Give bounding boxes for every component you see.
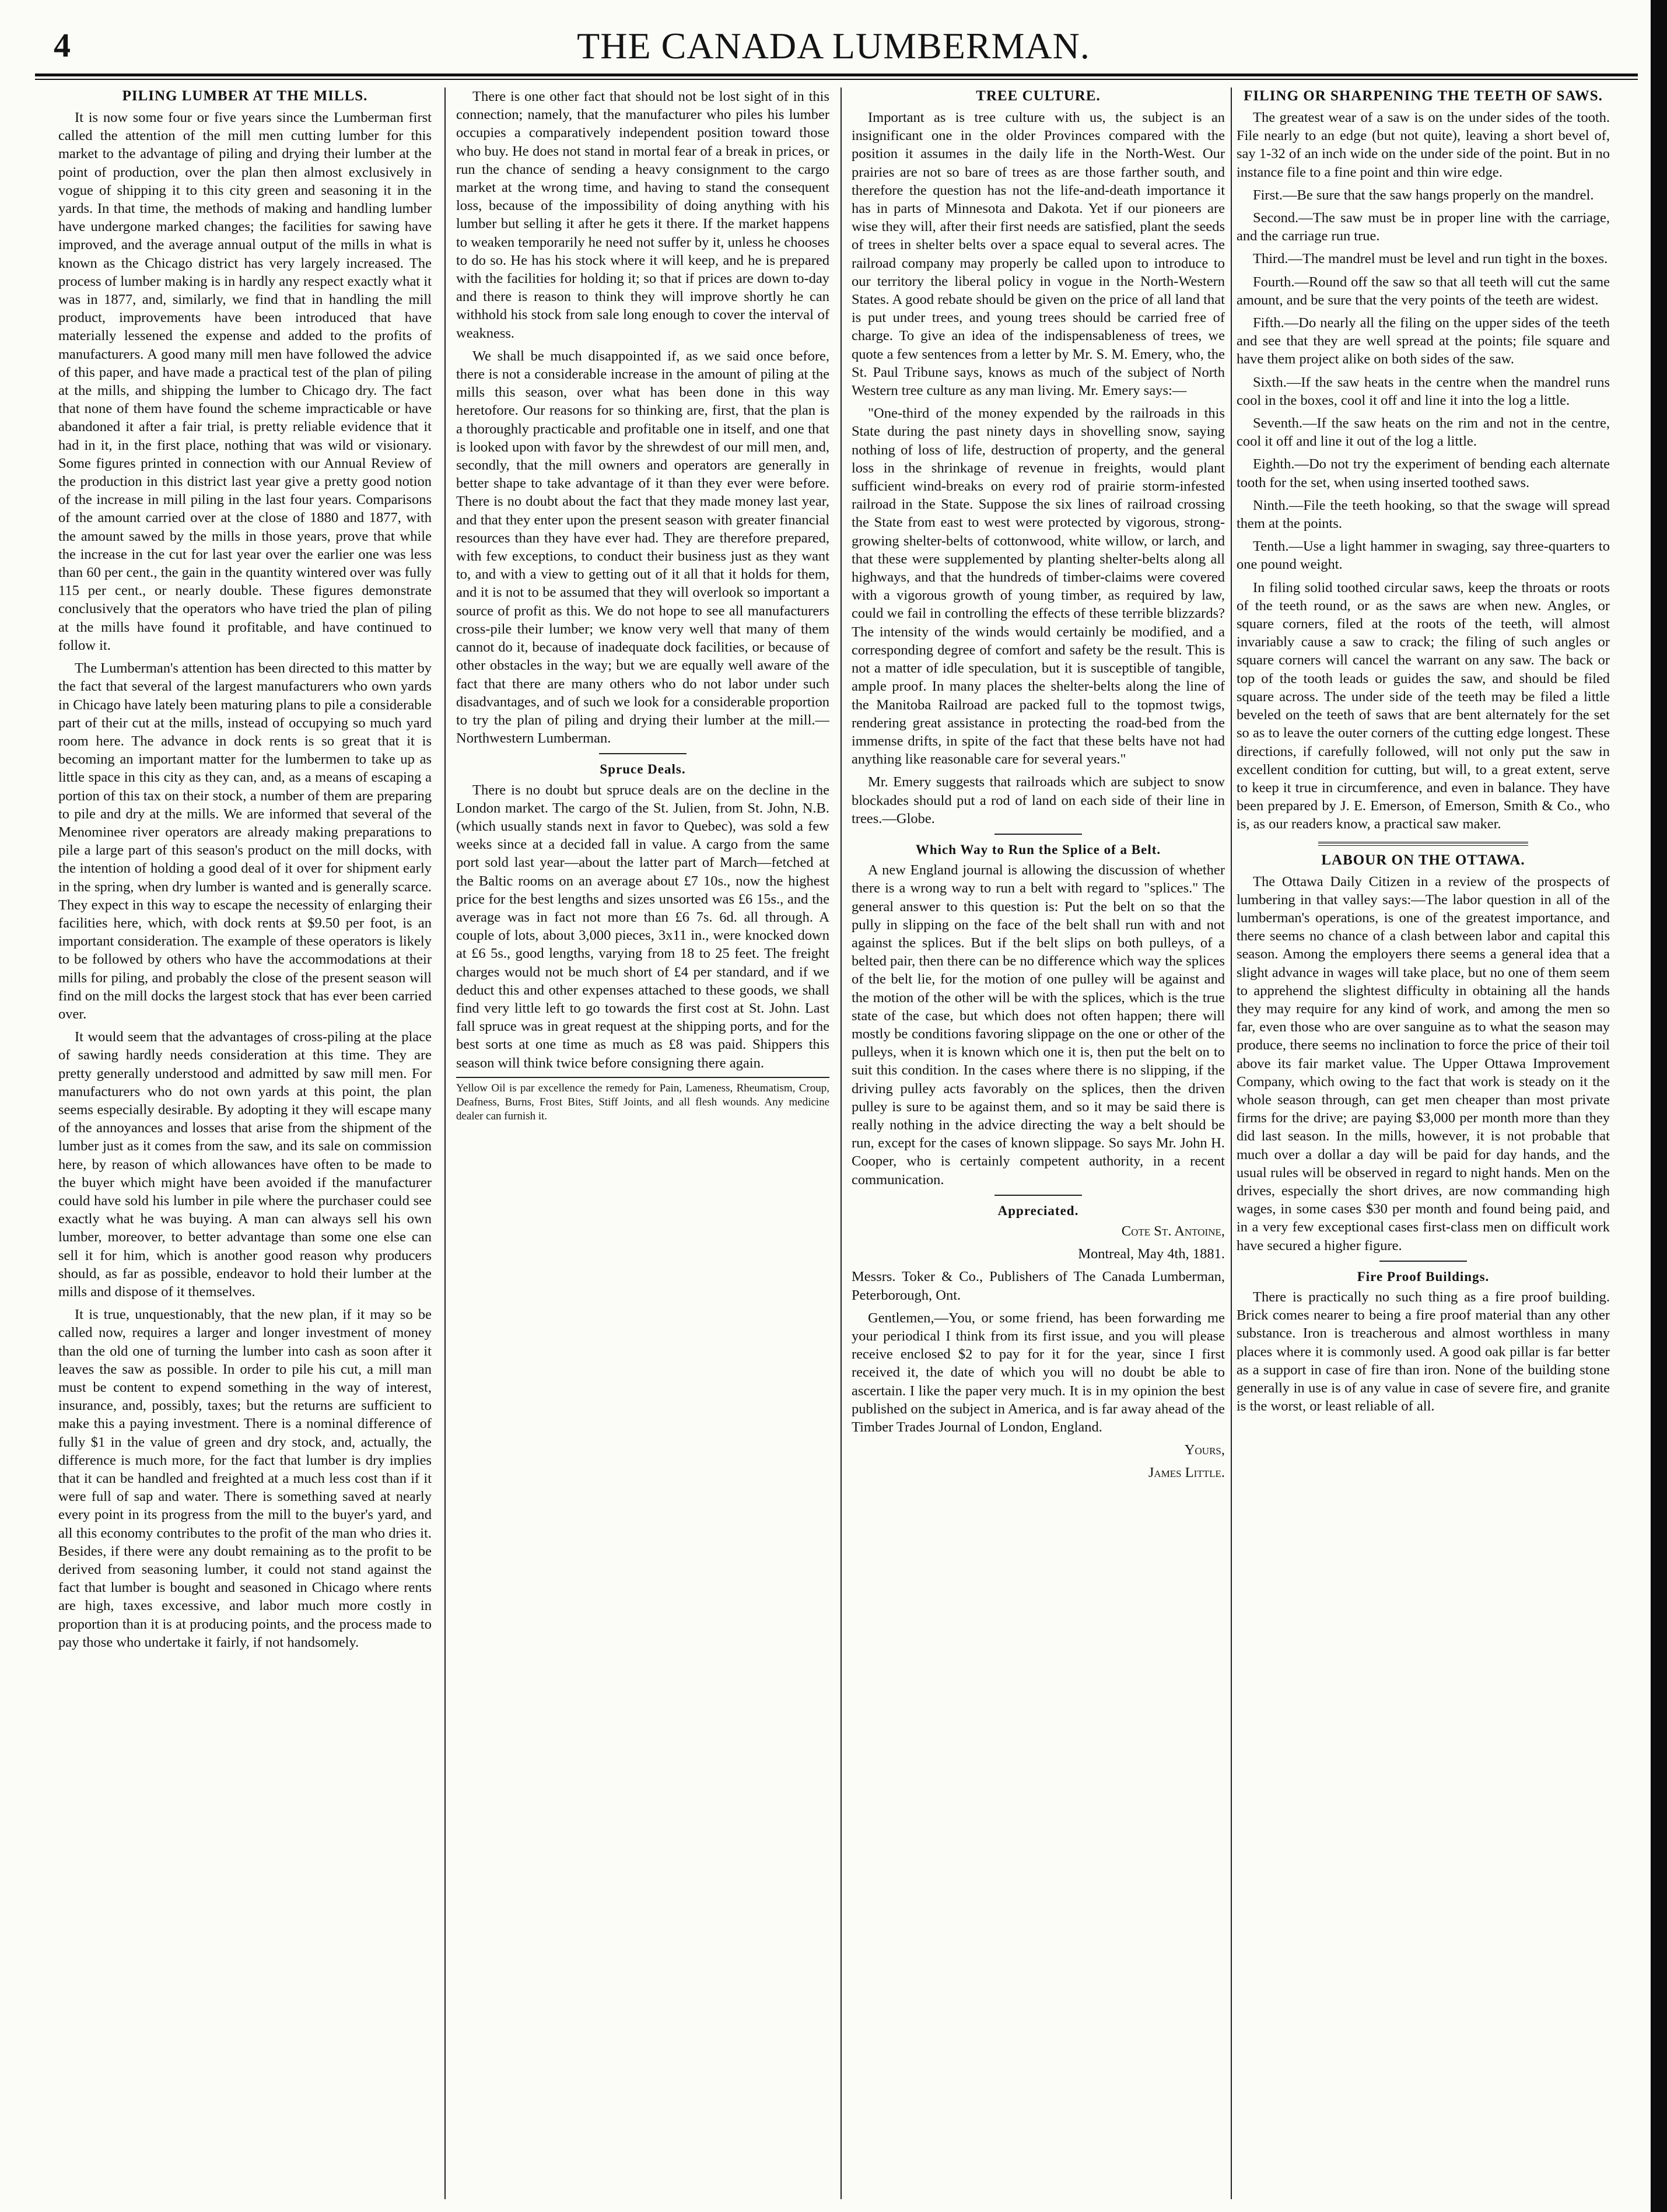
paragraph: Gentlemen,—You, or some friend, has been forwarding me your periodical I think from its first issue, and you will please receive enclosed $2 to pay for it for the year, since I first received it, the date of which you will no doubt be able to ascertain. I like the paper very much. It is in my opinion the best published on the subject in America, and is far away ahead of the Timber Trades Journal of London, England. [852, 1310, 1225, 1436]
article-separator [1379, 1261, 1467, 1262]
newspaper-title: THE CANADA LUMBERMAN. [577, 25, 1090, 66]
rule-ninth: Ninth.—File the teeth hooking, so that the swage will spread them at the points. [1237, 497, 1610, 532]
rule-fourth: Fourth.—Round off the saw so that all teeth will cut the same amount, and be sure that the very points of the teeth are widest. [1237, 274, 1610, 308]
header-rule [35, 74, 1638, 76]
article-title-spruce: Spruce Deals. [600, 762, 686, 777]
column-divider [444, 88, 446, 2199]
column-divider [840, 88, 842, 2199]
scan-edge [1651, 0, 1667, 2212]
paragraph: Mr. Emery suggests that railroads which are subject to snow blockades should put a rod of land on each side of their line in trees.—Globe. [852, 774, 1225, 827]
article-title-saws: FILING OR SHARPENING THE TEETH OF SAWS. [1244, 88, 1603, 104]
article-title-tree: TREE CULTURE. [976, 88, 1101, 104]
article-title-labour: LABOUR ON THE OTTAWA. [1321, 852, 1525, 868]
rule-third: Third.—The mandrel must be level and run tight in the boxes. [1253, 251, 1608, 267]
paragraph: A new England journal is allowing the discussion of whether there is a wrong way to run a belt with regard to "splices." The general answer to this question is: Put the belt on so that the pully in slipping on the face of the belt shall run with and not against the splices. But if the belt slips on both pulleys, of a belted pair, then there can be no difference which way the splices of the belt lie, for the motion of one pulley will be against and the motion of the other will be with the splices, which is the true state of the case, but which does not often happen; there will mostly be conditions favoring slippage on the one or other of the pulleys, when it is known which one it is, then put the belt on to suit this condition. In the cases where there is no slipping, if the driving pulley acts favorably on the splices, then the driven pulley is sure to be against them, and so it may be said there is really nothing in the advice directing the way a belt should be run, except for the cases of known slippage. So says Mr. John H. Cooper, who is certainly competent authority, in a recent communication. [852, 862, 1225, 1188]
paragraph: The greatest wear of a saw is on the under sides of the tooth. File nearly to an edge (but not quite), leaving a short bevel of, say 1-32 of an inch wide on the under side of the point. But in no instance file to a fine point and thin wire edge. [1237, 110, 1610, 180]
letter-date: Montreal, May 4th, 1881. [1078, 1246, 1225, 1262]
letter-place: Cote St. Antoine, [1121, 1223, 1225, 1239]
column-divider [1231, 88, 1232, 2199]
column-1 [58, 88, 432, 2199]
advertisement: Yellow Oil is par excellence the remedy for Pain, Lameness, Rheumatism, Croup, Deafness, Burns, Frost Bites, Stiff Joints, and all flesh wounds. Any medicine dealer can furnish it. [456, 1077, 829, 1124]
paragraph: We shall be much disappointed if, as we said once before, there is not a considerable increase in the amount of piling at the mills this season, over what has been done in this way heretofore. Our reasons for so thinking are, first, that the plan is a thoroughly practicable and profitable one in itself, and one that is looked upon with favor by the shrewdest of our mill men, and, secondly, that the mill owners and operators are generally in better shape to take advantage of it than they ever were before. There is no doubt about the fact that they made money last year, and that they enter upon the present season with greater financial resources than they have ever had. They are therefore prepared, with few exceptions, to conduct their business just as they want to, and with a view to getting out of it all that it holds for them, and it is not to be assumed that they will overlook so important a source of profit as this. We do not hope to see all manufacturers cross-pile their lumber; we know very well that many of them cannot do it, because of inadequate dock facilities, or because of other obstacles in the way; but we are equally well aware of the fact that there are many others who do not labor under such disadvantages, and of such we look for a considerable proportion to try the plan of piling and drying their lumber at the mill.—Northwestern Lumberman. [456, 348, 829, 747]
paragraph: Important as is tree culture with us, the subject is an insignificant one in the older Provinces compared with the position it assumes in the daily life in the North-West. Our prairies are not so bare of trees as are those farther south, and therefore the question has not the life-and-death importance it has in parts of Minnesota and Dakota. Yet if our pioneers are wise they will, after their first needs are satisfied, plant the seeds of trees in shelter belts over a space equal to several acres. The railroad company may properly be called upon to introduce to our territory the liberal policy in vogue in the North-Western States. A good rebate should be given on the price of all land that is put under trees, and young trees should be carried free of charge. To give an idea of the indispensableness of trees, we quote a few sentences from a letter by Mr. S. M. Emery, who, the St. Paul Tribune says, knows as much of the subject of North Western tree culture as any man living. Mr. Emery says:— [852, 110, 1225, 399]
paragraph: It is true, unquestionably, that the new plan, if it may so be called now, requires a larger and longer investment of money than the old one of turning the lumber into cash as soon after it leaves the saw as possible. In order to pile his cut, a mill man must be content to expend something in the way of interest, insurance, and, possibly, taxes; but the returns are sufficient to make this a paying investment. There is a nominal difference of fully $1 in the value of green and dry stock, and, actually, the difference is much more, for the fact that lumber is dry implies that it can be handled and freighted at a much less cost than if it were full of sap and water. There is something saved at nearly every point in its progress from the mill to the buyer's yard, and all this economy contributes to the profit of the man who dries it. Besides, if there were any doubt remaining as to the profit to be derived from seasoning lumber, it could not stand against the fact that lumber is bought and seasoned in Chicago where rents are high, taxes excessive, and labor much more costly in proportion than it is at producing points, and the process made to pay those who undertake it fairly, if not handsomely. [58, 1307, 432, 1650]
article-separator [994, 834, 1082, 835]
article-title-fire: Fire Proof Buildings. [1357, 1269, 1490, 1284]
header-rule-thin [35, 79, 1638, 80]
rule-first: First.—Be sure that the saw hangs properly on the mandrel. [1253, 187, 1594, 203]
paragraph: There is practically no such thing as a fire proof building. Brick comes nearer to being a fire proof material than any other substance. Iron is treacherous and almost worthless in many places where it is commonly used. A good oak pillar is far better as a support in case of fire than iron. None of the building stone generally in use is of any value in case of severe fire, and granite is the worst, or least reliable of all. [1237, 1289, 1610, 1415]
paragraph: It is now some four or five years since the Lumberman first called the attention of the mill men cutting lumber for this market to the advantage of piling and drying their lumber at the point of production, over the plan then almost exclusively in vogue of shipping it to this city green and seasoning it in the yards. In that time, the methods of making and handling lumber have undergone marked changes; the facilities for sawing have improved, and the average annual output of the mills in what is known as the Chicago district has very largely increased. The process of lumber making is in hardly any respect exactly what it was in 1877, and, similarly, we find that in handling the mill product, improvements have been introduced that have materially lessened the expense and added to the profits of manufacturers. A good many mill men have followed the advice of this paper, and have made a practical test of the plan of piling at the mills, and shipping the lumber to Chicago dry. The fact that none of them have found the scheme impracticable or have abandoned it after a fair trial, is pretty reliable evidence that it had in it, in the first place, nothing that was wild or visionary. Some figures printed in connection with our Annual Review of the production in this district last year give a pretty good notion of the increase in mill piling in the last four years. Comparisons of the amount carried over at the close of 1880 and 1877, with the amount sawed by the mills in those years, prove that while the increase in the cut for last year over the earlier one was less than 60 per cent., the gain in the quantity wintered over was fully 115 per cent., or nearly double. These figures demonstrate conclusively that the operators who have tried the plan of piling at the mills have found it profitable, and have continued to follow it. [58, 110, 432, 653]
article-separator [994, 1195, 1082, 1196]
paragraph: There is one other fact that should not be lost sight of in this connection; namely, that the manufacturer who piles his lumber occupies a comparatively independent position toward those who buy. He does not stand in mortal fear of a break in prices, or run the chance of sending a heavy consignment to the cargo market at the wrong time, and having to stand the consequent loss, because of the impossibility of doing anything with his lumber but selling it after he gets it there. If the market happens to weaken temporarily he need not suffer by it, unless he chooses to do so. He has his stock where it will keep, and he is prepared with the facilities for holding it; so that if prices are down to-day and there is reason to think they will improve shortly he can withhold his stock from sale long enough to cover the interval of weakness. [456, 89, 829, 341]
rule-seventh: Seventh.—If the saw heats on the rim and not in the centre, cool it off and line it out of the log a little. [1237, 415, 1610, 450]
rule-sixth: Sixth.—If the saw heats in the centre when the mandrel runs cool in the boxes, cool it off and line it into the log a little. [1237, 374, 1610, 408]
article-title-piling: PILING LUMBER AT THE MILLS. [122, 88, 368, 104]
rule-eighth: Eighth.—Do not try the experiment of bending each alternate tooth for the set, when using inserted toothed saws. [1237, 456, 1610, 491]
article-separator [599, 753, 687, 754]
rule-tenth: Tenth.—Use a light hammer in swaging, say three-quarters to one pound weight. [1237, 538, 1610, 573]
column-2 [456, 0, 829, 2199]
paragraph: It would seem that the advantages of cross-piling at the place of sawing hardly needs consideration at this time. They are pretty generally understood and admitted by saw mill men. For manufacturers who do not own yards at this point, the plan seems especially desirable. By adopting it they will escape many of the annoyances and losses that arise from the shipment of the lumber just as it comes from the saw, and its sale on commission here, by reason of which allowances have often to be made to the buyer which might have been avoided if the manufacturer could have sold his lumber in pile where the purchaser could see exactly what he was buying. A man can always sell his own lumber, moreover, to better advantage than some one else can sell it for him, which is another good reason why producers should, as far as possible, endeavor to hold their lumber at the mills and dispose of it themselves. [58, 1029, 432, 1300]
letter-address: Messrs. Toker & Co., Publishers of The Canada Lumberman, Peterborough, Ont. [852, 1269, 1225, 1303]
rule-fifth: Fifth.—Do nearly all the filing on the upper sides of the teeth and see that they are well spread at the points; file square and have them project alike on both sides of the saw. [1237, 315, 1610, 368]
paragraph: The Lumberman's attention has been directed to this matter by the fact that several of the largest manufacturers who own yards in Chicago have lately been maturing plans to pile a considerable part of their cut at the mills, instead of occupying so much yard room here. The advance in dock rents is so great that it is becoming an important matter for the lumbermen to take up as little space in this city as they can, and, as a means of escaping a portion of this tax on their stock, a number of them are preparing to pile and dry at the mills. We are informed that several of the Menominee river operators are already making preparations to pile a large part of this season's product on the mill docks, with the intention of holding a good deal of it over for shipment early in the spring, when dry lumber is wanted and is generally scarce. They expect in this way to escape the necessity of enlarging their facilities here, which, with dock rents at $9.50 per foot, is an important consideration. The example of these operators is likely to be followed by others who have the accommodations at their mills for piling, and probably the close of the present season will find on the mill docks the largest stock that has ever been carried over. [58, 660, 432, 1022]
letter-closing: Yours, [1184, 1442, 1225, 1458]
paragraph: The Ottawa Daily Citizen in a review of the prospects of lumbering in that valley says:—The labor question in all of the lumberman's operations, is one of the greatest importance, and there seems no chance of a clash between labor and capital this season. Among the employers there seems a general idea that a slight advance in wages will take place, but no one of them seem to apprehend the slightest difficulty in obtaining all the hands they may require for any kind of work, and among the men so far, even those who are over sanguine as to what the season may produce, there seems no inclination to force the price of their toil above its fair market value. The Upper Ottawa Improvement Company, which owing to the fact that work is steady on it the whole season through, can get men cheaper than most private firms for the drive; are paying $3,000 per month more than they did last season. In the mills, however, it is not probable that much over a dollar a day will be paid for day hands, and the usual rules will be observed in regard to night hands. Men on the drives, especially the short drives, are now commanding high wages, in some cases $30 per month and found being paid, and in a very few exceptional cases first-class men on difficult work have secured a higher figure. [1237, 873, 1610, 1254]
column-4 [1237, 88, 1610, 2199]
article-separator [1318, 842, 1528, 846]
column-3 [852, 88, 1225, 2199]
letter-signature: James Little. [1148, 1465, 1225, 1481]
rule-second: Second.—The saw must be in proper line with the carriage, and the carriage run true. [1237, 210, 1610, 244]
article-title-appreciated: Appreciated. [997, 1203, 1079, 1218]
paragraph: There is no doubt but spruce deals are on the decline in the London market. The cargo of the St. Julien, from St. John, N.B. (which usually stands next in favor to Quebec), was sold a few weeks since at a decided fall in value. A cargo from the same port sold last year—about the latter part of March—fetched at the Baltic rooms on an average about £7 10s., now the highest price for the best lengths and sizes unsorted was £6 15s., and the average was in fact not more than £6 7s. 6d. all through. A couple of lots, about 3,000 pieces, 3x11 in., were knocked down at £6 5s., good lengths, varying from 18 to 25 feet. The freight charges would not be much short of £4 per standard, and if we deduct this and other expenses attached to these goods, we shall find very little left to go towards the first cost at St. John. Last fall spruce was in great request at the shipping ports, and for the best sorts at one time as much as £8 was paid. Shippers this season will think twice before consigning there again. [456, 782, 829, 1071]
paragraph: In filing solid toothed circular saws, keep the throats or roots of the teeth round, or as the saws are when new. Angles, or square corners, filed at the roots of the teeth, will almost invariably cause a saw to crack; the filing of such angles or square corners will cancel the warrant on any saw. The back or top of the tooth leads or guides the saw, and should be filed square across. The under side of the teeth may be filed a little beveled on the teeth of saws that are bent alternately for the set so as to leave the outer corners of the cutting edge longest. These directions, if carefully followed, will not only put the saw in excellent condition for cutting, but will, to a great extent, serve to keep it true in circumference, and even in balance. They have been prepared by J. E. Emerson, of Emerson, Smith & Co., who is, as our readers know, a practical saw maker. [1237, 579, 1610, 832]
article-title-belt: Which Way to Run the Splice of a Belt. [915, 842, 1161, 857]
page-number: 4 [54, 26, 71, 64]
paragraph: "One-third of the money expended by the railroads in this State during the past ninety days in shovelling snow, saying nothing of loss of life, destruction of property, and the general loss in the shrinkage of revenue in freights, would plant sufficient wind-breaks on every rod of prairie storm-infested railroad in the State. Suppose the six lines of railroad crossing the State from east to west were protected by vigorous, strong-growing shelter-belts of cottonwood, white willow, or larch, and that these were supplemented by planting shelter-belts along all highways, and that the hundreds of timber-claims were covered with a vigorous growth of young timber, as required by law, could we fail in controlling the effects of these terrible blizzards? The intensity of the winds would certainly be modified, and a corresponding degree of comfort and safety be the result. This is not a matter of idle speculation, but it is susceptible of tangible, ample proof. In many places the shelter-belts along the line of the Manitoba Railroad are packed full to the topmost twigs, rendering great assistance in protecting the road-bed from the immense drifts, in spite of the fact that these belts have not had anything like reasonable care for several years." [852, 405, 1225, 768]
